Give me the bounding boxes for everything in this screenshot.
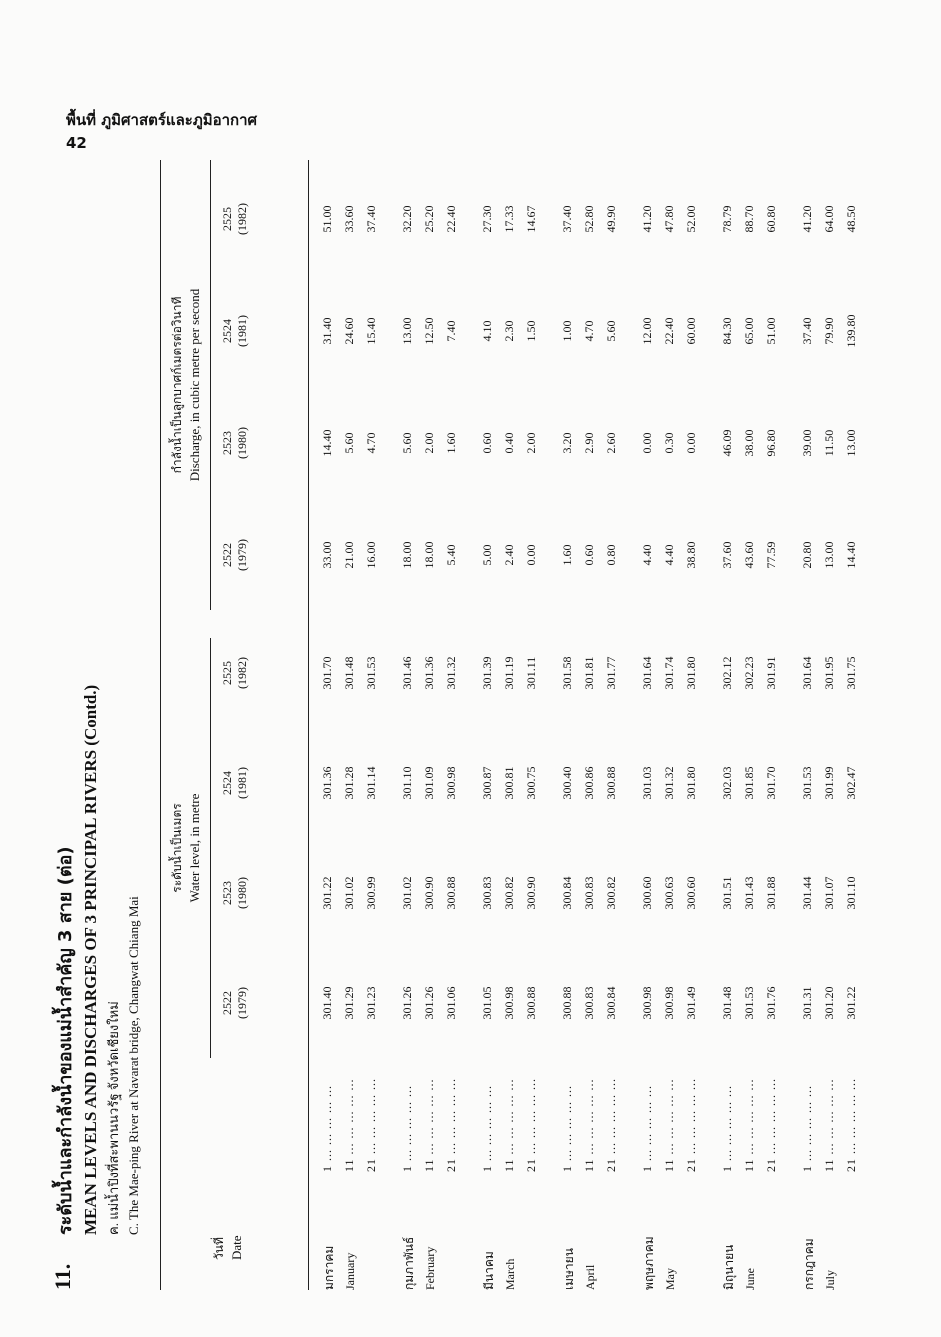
year-be: 2522: [220, 543, 234, 567]
water-level-cell: 301.22: [320, 876, 334, 910]
table-row: [662, 160, 683, 1290]
water-level-cell: 301.53: [742, 986, 756, 1020]
water-level-cell: 300.98: [502, 986, 516, 1020]
discharge-cell: 25.20: [422, 205, 436, 233]
water-level-cell: 300.40: [560, 766, 574, 800]
discharge-cell: 22.40: [662, 317, 676, 345]
discharge-cell: 41.20: [640, 205, 654, 233]
row-date: 11 ... ... ... ... ...: [422, 1078, 436, 1172]
water-level-cell: 301.64: [800, 656, 814, 690]
row-date: 21 ... ... ... ... ...: [844, 1078, 858, 1172]
water-level-cell: 300.83: [582, 986, 596, 1020]
water-level-cell: 301.29: [342, 986, 356, 1020]
discharge-year-header: [220, 164, 250, 274]
month-english: June: [743, 1268, 757, 1290]
discharge-cell: 60.00: [684, 317, 698, 345]
table-row: [560, 160, 581, 1290]
discharge-cell: 84.30: [720, 317, 734, 345]
discharge-cell: 11.50: [822, 429, 836, 457]
discharge-cell: 37.40: [800, 317, 814, 345]
discharge-cell: 5.60: [342, 432, 356, 454]
discharge-cell: 2.00: [524, 432, 538, 454]
water-level-header-thai: ระดับน้ำเป็นเมตร: [170, 803, 184, 893]
discharge-cell: 65.00: [742, 317, 756, 345]
year-be: 2523: [220, 431, 234, 455]
year-be: 2524: [220, 771, 234, 795]
year-be: 2525: [220, 661, 234, 685]
water-level-cell: 301.77: [604, 656, 618, 690]
water-level-cell: 301.07: [822, 876, 836, 910]
water-level-year-header: [220, 948, 250, 1058]
row-date: 1 ... ... ... ... ...: [800, 1085, 814, 1172]
water-level-cell: 301.44: [800, 876, 814, 910]
water-level-cell: 300.90: [524, 876, 538, 910]
water-level-cell: 301.14: [364, 766, 378, 800]
water-level-group-header: [168, 638, 203, 1058]
discharge-cell: 77.59: [764, 541, 778, 569]
table-top-rule: [160, 160, 161, 1290]
discharge-cell: 14.67: [524, 205, 538, 233]
month-thai: กุมภาพันธ์: [402, 1236, 416, 1290]
discharge-cell: 24.60: [342, 317, 356, 345]
discharge-cell: 2.00: [422, 432, 436, 454]
table-row: [582, 160, 603, 1290]
water-level-cell: 300.82: [502, 876, 516, 910]
water-level-cell: 301.22: [844, 986, 858, 1020]
water-level-cell: 301.88: [764, 876, 778, 910]
water-level-cell: 300.81: [502, 766, 516, 800]
month-english: April: [583, 1264, 597, 1290]
water-level-cell: 301.23: [364, 986, 378, 1020]
discharge-cell: 3.20: [560, 432, 574, 454]
water-level-cell: 301.10: [844, 876, 858, 910]
water-level-cell: 301.46: [400, 656, 414, 690]
water-level-cell: 301.95: [822, 656, 836, 690]
table-row: [800, 160, 821, 1290]
discharge-cell: 0.30: [662, 432, 676, 454]
year-be: 2522: [220, 991, 234, 1015]
discharge-cell: 18.00: [400, 541, 414, 569]
water-level-cell: 301.70: [764, 766, 778, 800]
water-level-cell: 301.02: [400, 876, 414, 910]
discharge-cell: 12.50: [422, 317, 436, 345]
discharge-cell: 0.80: [604, 544, 618, 566]
discharge-cell: 0.00: [684, 432, 698, 454]
water-level-cell: 301.80: [684, 656, 698, 690]
year-ad: (1979): [235, 987, 249, 1019]
water-level-cell: 300.98: [662, 986, 676, 1020]
date-header-english: Date: [229, 1235, 244, 1260]
water-level-cell: 300.83: [480, 876, 494, 910]
table-row: [320, 160, 341, 1290]
row-date: 21 ... ... ... ... ...: [684, 1078, 698, 1172]
discharge-cell: 0.00: [640, 432, 654, 454]
month-thai: กรกฎาคม: [802, 1238, 816, 1290]
discharge-cell: 43.60: [742, 541, 756, 569]
water-level-cell: 300.99: [364, 876, 378, 910]
water-level-cell: 300.84: [560, 876, 574, 910]
water-level-cell: 300.60: [684, 876, 698, 910]
water-level-cell: 301.81: [582, 656, 596, 690]
water-level-cell: 301.76: [764, 986, 778, 1020]
water-level-cell: 301.80: [684, 766, 698, 800]
table-row: [364, 160, 385, 1290]
water-level-header-english: Water level, in metre: [187, 793, 202, 903]
water-level-cell: 300.88: [604, 766, 618, 800]
discharge-cell: 46.09: [720, 429, 734, 457]
water-level-cell: 301.19: [502, 656, 516, 690]
discharge-cell: 4.10: [480, 320, 494, 342]
discharge-header-english: Discharge, in cubic metre per second: [187, 288, 202, 482]
water-level-cell: 300.88: [444, 876, 458, 910]
water-level-cell: 301.20: [822, 986, 836, 1020]
year-ad: (1981): [235, 767, 249, 799]
table-title-english: MEAN LEVELS AND DISCHARGES OF 3 PRINCIPAL RIVERS (Contd.): [81, 684, 100, 1235]
discharge-cell: 13.00: [822, 541, 836, 569]
discharge-cell: 39.00: [800, 429, 814, 457]
water-level-cell: 301.58: [560, 656, 574, 690]
table-row: [422, 160, 443, 1290]
table-row: [844, 160, 865, 1290]
row-date: 21 ... ... ... ... ...: [604, 1078, 618, 1172]
water-level-cell: 301.51: [720, 876, 734, 910]
month-thai: มิถุนายน: [722, 1244, 736, 1290]
date-column-header: [210, 1235, 245, 1260]
water-level-cell: 301.64: [640, 656, 654, 690]
water-level-cell: 301.02: [342, 876, 356, 910]
water-level-cell: 301.91: [764, 656, 778, 690]
water-level-cell: 300.75: [524, 766, 538, 800]
discharge-year-header: [220, 500, 250, 610]
discharge-cell: 139.80: [844, 314, 858, 348]
year-ad: (1982): [235, 203, 249, 235]
discharge-cell: 4.70: [582, 320, 596, 342]
discharge-cell: 0.40: [502, 432, 516, 454]
discharge-cell: 4.40: [640, 544, 654, 566]
water-level-cell: 300.82: [604, 876, 618, 910]
discharge-cell: 7.40: [444, 320, 458, 342]
table-row: [342, 160, 363, 1290]
water-level-year-header: [220, 618, 250, 728]
table-subtitle-thai: ค. แม่น้ำปิงที่สะพานนวรัฐ จังหวัดเชียงใหม่: [106, 1001, 121, 1235]
water-level-cell: 301.31: [800, 986, 814, 1020]
discharge-cell: 0.60: [582, 544, 596, 566]
table-title-block: [50, 685, 142, 1235]
discharge-cell: 48.50: [844, 205, 858, 233]
table-row: [604, 160, 625, 1290]
water-level-cell: 301.39: [480, 656, 494, 690]
discharge-cell: 96.80: [764, 429, 778, 457]
discharge-cell: 5.60: [400, 432, 414, 454]
discharge-cell: 2.40: [502, 544, 516, 566]
water-level-cell: 301.85: [742, 766, 756, 800]
row-date: 21 ... ... ... ... ...: [444, 1078, 458, 1172]
discharge-cell: 14.40: [844, 541, 858, 569]
discharge-cell: 51.00: [320, 205, 334, 233]
discharge-cell: 1.50: [524, 320, 538, 342]
row-date: 21 ... ... ... ... ...: [364, 1078, 378, 1172]
water-level-cell: 301.43: [742, 876, 756, 910]
water-level-cell: 301.48: [720, 986, 734, 1020]
discharge-cell: 15.40: [364, 317, 378, 345]
water-level-cell: 301.36: [320, 766, 334, 800]
table-number: 11.: [50, 1263, 75, 1290]
water-level-cell: 300.98: [640, 986, 654, 1020]
month-english: February: [423, 1246, 437, 1290]
row-date: 11 ... ... ... ... ...: [742, 1078, 756, 1172]
water-level-cell: 301.75: [844, 656, 858, 690]
discharge-cell: 2.30: [502, 320, 516, 342]
year-ad: (1980): [235, 427, 249, 459]
table-row: [480, 160, 501, 1290]
discharge-cell: 38.00: [742, 429, 756, 457]
discharge-cell: 32.20: [400, 205, 414, 233]
date-header-thai: วันที่: [212, 1237, 226, 1260]
row-date: 21 ... ... ... ... ...: [764, 1078, 778, 1172]
discharge-cell: 33.60: [342, 205, 356, 233]
month-english: July: [823, 1269, 837, 1290]
water-level-cell: 300.88: [524, 986, 538, 1020]
water-level-cell: 301.26: [400, 986, 414, 1020]
table-row: [822, 160, 843, 1290]
discharge-cell: 41.20: [800, 205, 814, 233]
year-ad: (1981): [235, 315, 249, 347]
year-be: 2525: [220, 207, 234, 231]
row-date: 11 ... ... ... ... ...: [582, 1078, 596, 1172]
water-level-cell: 300.86: [582, 766, 596, 800]
discharge-cell: 13.00: [400, 317, 414, 345]
row-date: 11 ... ... ... ... ...: [502, 1078, 516, 1172]
water-level-cell: 301.28: [342, 766, 356, 800]
month-thai: เมษายน: [562, 1248, 576, 1290]
discharge-cell: 51.00: [764, 317, 778, 345]
water-level-cell: 301.32: [662, 766, 676, 800]
discharge-cell: 1.00: [560, 320, 574, 342]
water-level-year-header: [220, 728, 250, 838]
header-bottom-rule: [308, 160, 309, 1290]
discharge-year-header: [220, 276, 250, 386]
discharge-cell: 20.80: [800, 541, 814, 569]
water-level-cell: 301.49: [684, 986, 698, 1020]
table-row: [742, 160, 763, 1290]
discharge-cell: 17.33: [502, 205, 516, 233]
discharge-header-thai: กำลังน้ำเป็นลูกบาศก์เมตรต่อวินาที: [170, 296, 184, 474]
table-row: [720, 160, 741, 1290]
discharge-cell: 5.00: [480, 544, 494, 566]
discharge-cell: 64.00: [822, 205, 836, 233]
discharge-cell: 1.60: [560, 544, 574, 566]
water-level-cell: 300.88: [560, 986, 574, 1020]
discharge-group-rule: [210, 160, 211, 610]
discharge-cell: 49.90: [604, 205, 618, 233]
water-level-cell: 302.03: [720, 766, 734, 800]
water-level-cell: 300.87: [480, 766, 494, 800]
water-level-cell: 300.84: [604, 986, 618, 1020]
discharge-cell: 0.60: [480, 432, 494, 454]
table-row: [524, 160, 545, 1290]
discharge-cell: 5.60: [604, 320, 618, 342]
water-level-cell: 301.48: [342, 656, 356, 690]
discharge-cell: 52.80: [582, 205, 596, 233]
row-date: 11 ... ... ... ... ...: [662, 1078, 676, 1172]
row-date: 21 ... ... ... ... ...: [524, 1078, 538, 1172]
row-date: 11 ... ... ... ... ...: [822, 1078, 836, 1172]
water-level-cell: 301.10: [400, 766, 414, 800]
water-level-cell: 301.53: [800, 766, 814, 800]
row-date: 1 ... ... ... ... ...: [320, 1085, 334, 1172]
water-level-cell: 301.09: [422, 766, 436, 800]
discharge-cell: 60.80: [764, 205, 778, 233]
row-date: 1 ... ... ... ... ...: [640, 1085, 654, 1172]
water-level-cell: 301.70: [320, 656, 334, 690]
table-row: [444, 160, 465, 1290]
table-row: [640, 160, 661, 1290]
month-thai: พฤษภาคม: [642, 1236, 656, 1290]
water-level-cell: 300.63: [662, 876, 676, 910]
month-thai: มีนาคม: [482, 1251, 496, 1290]
row-date: 1 ... ... ... ... ...: [480, 1085, 494, 1172]
discharge-cell: 4.70: [364, 432, 378, 454]
table-row: [684, 160, 705, 1290]
discharge-cell: 27.30: [480, 205, 494, 233]
year-be: 2523: [220, 881, 234, 905]
year-ad: (1982): [235, 657, 249, 689]
water-level-cell: 300.90: [422, 876, 436, 910]
water-level-cell: 301.26: [422, 986, 436, 1020]
water-level-cell: 300.60: [640, 876, 654, 910]
month-thai: มกราคม: [322, 1245, 336, 1290]
water-level-cell: 302.12: [720, 656, 734, 690]
discharge-cell: 33.00: [320, 541, 334, 569]
page-number: 42: [66, 134, 87, 152]
discharge-cell: 37.40: [560, 205, 574, 233]
water-level-cell: 301.06: [444, 986, 458, 1020]
month-english: January: [343, 1252, 357, 1290]
water-level-cell: 301.32: [444, 656, 458, 690]
water-level-cell: 301.11: [524, 656, 538, 690]
table-row: [764, 160, 785, 1290]
table-row: [400, 160, 421, 1290]
discharge-cell: 4.40: [662, 544, 676, 566]
discharge-cell: 2.90: [582, 432, 596, 454]
discharge-cell: 79.90: [822, 317, 836, 345]
water-level-cell: 301.53: [364, 656, 378, 690]
discharge-cell: 5.40: [444, 544, 458, 566]
water-level-cell: 302.23: [742, 656, 756, 690]
row-date: 11 ... ... ... ... ...: [342, 1078, 356, 1172]
water-level-cell: 301.36: [422, 656, 436, 690]
section-title: พื้นที่ ภูมิศาสตร์และภูมิอากาศ: [66, 111, 258, 129]
water-level-cell: 301.03: [640, 766, 654, 800]
discharge-cell: 12.00: [640, 317, 654, 345]
month-english: March: [503, 1258, 517, 1290]
discharge-group-header: [168, 160, 203, 610]
discharge-cell: 38.80: [684, 541, 698, 569]
discharge-cell: 0.00: [524, 544, 538, 566]
water-level-group-rule: [210, 638, 211, 1058]
water-level-cell: 301.40: [320, 986, 334, 1020]
water-level-cell: 300.98: [444, 766, 458, 800]
year-ad: (1979): [235, 539, 249, 571]
row-date: 1 ... ... ... ... ...: [400, 1085, 414, 1172]
discharge-cell: 16.00: [364, 541, 378, 569]
discharge-cell: 47.80: [662, 205, 676, 233]
discharge-cell: 1.60: [444, 432, 458, 454]
discharge-cell: 13.00: [844, 429, 858, 457]
water-level-cell: 300.83: [582, 876, 596, 910]
row-date: 1 ... ... ... ... ...: [720, 1085, 734, 1172]
discharge-cell: 37.40: [364, 205, 378, 233]
year-be: 2524: [220, 319, 234, 343]
water-level-year-header: [220, 838, 250, 948]
discharge-cell: 2.60: [604, 432, 618, 454]
water-level-cell: 301.99: [822, 766, 836, 800]
water-level-cell: 301.74: [662, 656, 676, 690]
rotated-table: [50, 140, 910, 1290]
discharge-cell: 78.79: [720, 205, 734, 233]
water-level-cell: 301.05: [480, 986, 494, 1020]
row-date: 1 ... ... ... ... ...: [560, 1085, 574, 1172]
discharge-cell: 31.40: [320, 317, 334, 345]
table-row: [502, 160, 523, 1290]
month-english: May: [663, 1268, 677, 1290]
discharge-cell: 88.70: [742, 205, 756, 233]
water-level-cell: 302.47: [844, 766, 858, 800]
table-title-thai: ระดับน้ำและกำลังน้ำของแม่น้ำสำคัญ 3 สาย (ต่อ): [55, 846, 76, 1235]
table-subtitle-english: C. The Mae-ping River at Navarat bridge, Changwat Chiang Mai: [126, 896, 141, 1235]
discharge-cell: 18.00: [422, 541, 436, 569]
discharge-cell: 22.40: [444, 205, 458, 233]
year-ad: (1980): [235, 877, 249, 909]
discharge-cell: 14.40: [320, 429, 334, 457]
discharge-year-header: [220, 388, 250, 498]
discharge-cell: 21.00: [342, 541, 356, 569]
discharge-cell: 37.60: [720, 541, 734, 569]
discharge-cell: 52.00: [684, 205, 698, 233]
